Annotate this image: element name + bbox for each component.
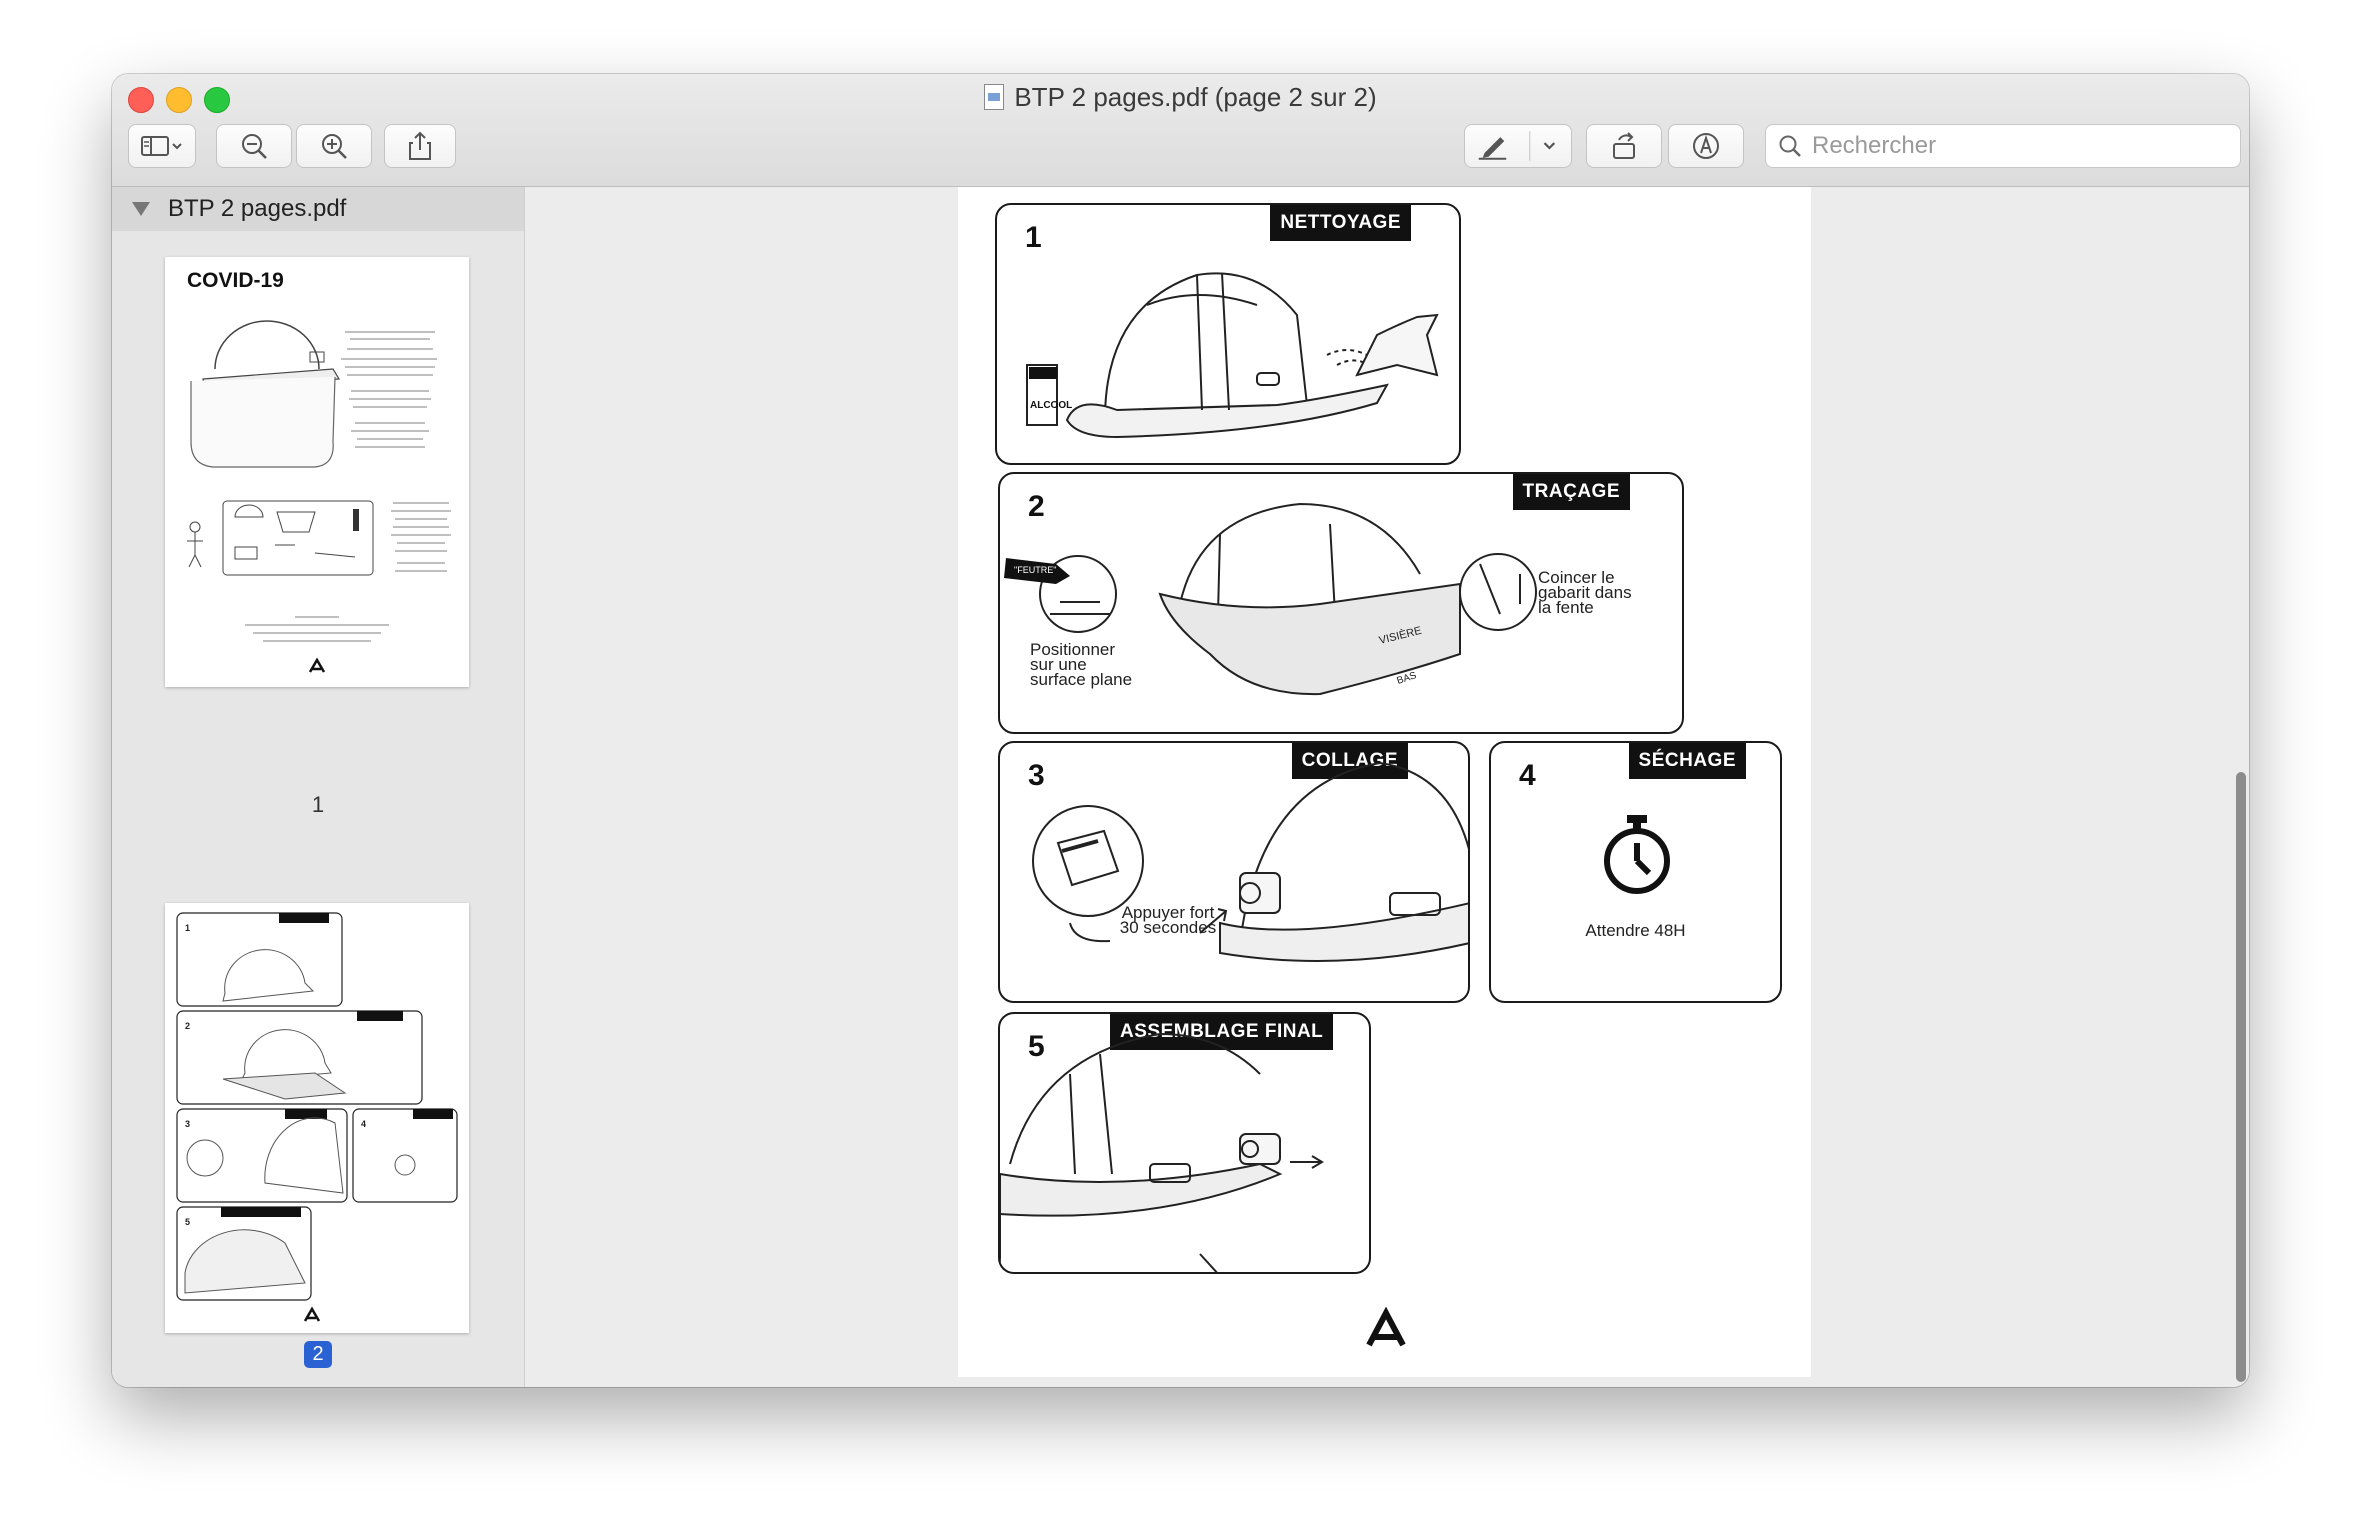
alcool-label: ALCOOL — [1030, 400, 1073, 411]
window-title-text: BTP 2 pages.pdf (page 2 sur 2) — [1014, 82, 1377, 112]
annotate-button[interactable] — [1668, 124, 1744, 168]
zoom-in-button[interactable] — [296, 124, 372, 168]
step-tag: ASSEMBLAGE FINAL — [1110, 1014, 1333, 1050]
visiere-label: VISIÈRE — [1377, 624, 1423, 647]
zoom-out-button[interactable] — [216, 124, 292, 168]
appuyer-caption: Appuyer fort 30 secondes — [1119, 903, 1217, 937]
sidebar-document-name: BTP 2 pages.pdf — [168, 195, 347, 222]
step-5-panel — [998, 1012, 1371, 1274]
step-tag: COLLAGE — [1292, 743, 1408, 779]
thumbnail-sidebar — [112, 187, 525, 1387]
helmet-assembly-illustration — [1000, 1014, 1371, 1274]
vertical-scrollbar[interactable] — [2236, 772, 2246, 1382]
step-number: 1 — [1025, 221, 1042, 254]
step-tag: TRAÇAGE — [1513, 474, 1630, 510]
step-number: 4 — [1519, 759, 1536, 792]
svg-text:2: 2 — [185, 1021, 191, 1031]
helmet-gluing-illustration — [1000, 743, 1470, 1003]
page-1-illustration — [165, 257, 469, 687]
rotate-icon — [1609, 131, 1639, 161]
zoom-out-icon — [240, 132, 268, 160]
markup-pen-icon — [1465, 131, 1571, 161]
stopwatch-icon — [1491, 743, 1782, 1003]
step-tag: NETTOYAGE — [1270, 205, 1411, 241]
window-title — [112, 82, 2249, 113]
pdf-document-icon — [984, 84, 1004, 110]
disclosure-triangle-icon[interactable] — [132, 202, 150, 216]
sidebar-document-row[interactable] — [112, 187, 524, 231]
pdf-page-2 — [958, 187, 1811, 1377]
page-2-miniature — [165, 903, 469, 1333]
step-4-panel — [1489, 741, 1782, 1003]
markup-button[interactable] — [1464, 124, 1572, 168]
share-button[interactable] — [384, 124, 456, 168]
sidebar-toggle-icon — [140, 134, 184, 158]
brand-logo — [1363, 1307, 1409, 1349]
step-number: 2 — [1028, 490, 1045, 523]
page-thumbnail-1[interactable] — [165, 257, 469, 687]
title-bar[interactable] — [112, 74, 2249, 187]
feutre-label: "FEUTRE" — [1014, 565, 1057, 575]
search-field[interactable] — [1765, 124, 2241, 168]
svg-text:5: 5 — [185, 1217, 191, 1227]
positionner-caption: Positionner sur une surface plane — [1030, 640, 1133, 689]
step-3-panel — [998, 741, 1470, 1003]
share-icon — [408, 131, 432, 161]
step-2-panel — [998, 472, 1684, 734]
page-number-2[interactable]: 2 — [112, 1340, 524, 1368]
helmet-cleaning-illustration — [997, 205, 1461, 465]
attendre-caption: Attendre 48H — [1585, 921, 1686, 940]
coincer-caption: Coincer le gabarit dans la fente — [1538, 568, 1632, 617]
annotate-icon — [1691, 131, 1721, 161]
step-number: 3 — [1028, 759, 1045, 792]
zoom-in-icon — [320, 132, 348, 160]
preview-window — [112, 74, 2249, 1387]
page-thumbnail-2[interactable] — [165, 903, 469, 1333]
page-number-1[interactable]: 1 — [311, 792, 325, 817]
sidebar-toggle-button[interactable] — [128, 124, 196, 168]
step-tag: SÉCHAGE — [1629, 743, 1746, 779]
step-number: 5 — [1028, 1030, 1045, 1063]
bas-label: BAS — [1395, 670, 1418, 687]
search-input[interactable] — [1810, 131, 2214, 161]
thumbnail-heading: COVID-19 — [187, 269, 284, 292]
svg-text:4: 4 — [361, 1119, 367, 1129]
rotate-button[interactable] — [1586, 124, 1662, 168]
svg-text:1: 1 — [185, 923, 191, 933]
step-1-panel — [995, 203, 1461, 465]
document-view[interactable] — [525, 187, 2249, 1387]
svg-text:3: 3 — [185, 1119, 191, 1129]
search-icon — [1778, 134, 1802, 158]
